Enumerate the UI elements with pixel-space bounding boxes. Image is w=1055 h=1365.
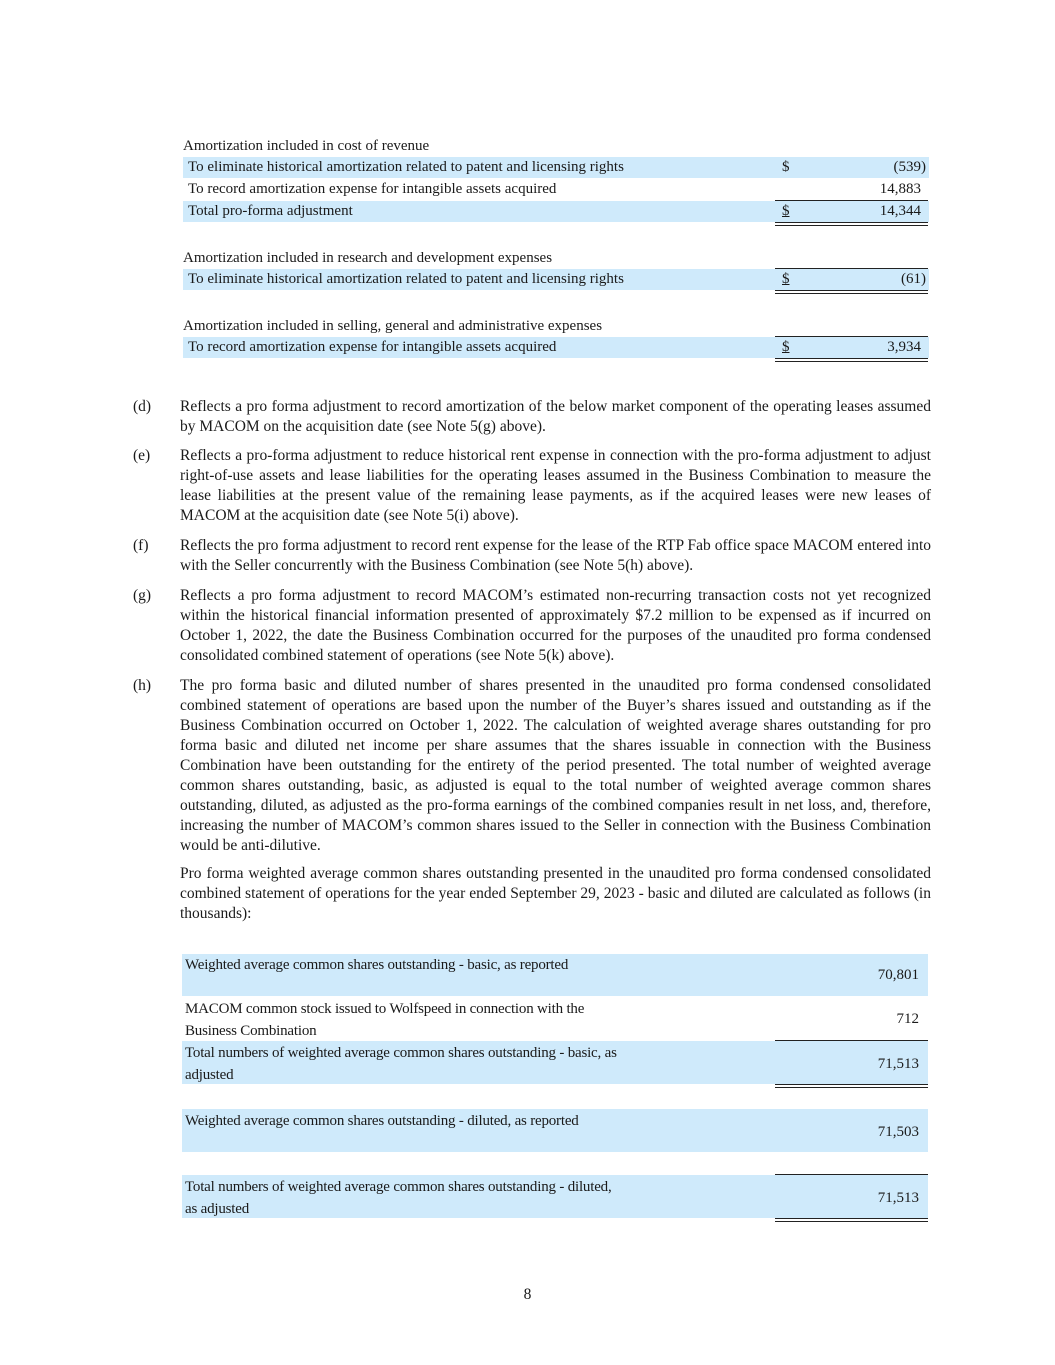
double-underline bbox=[775, 290, 928, 294]
double-underline bbox=[775, 1084, 928, 1088]
row-value: 712 bbox=[896, 1011, 919, 1027]
note-label-e: (e) bbox=[133, 447, 151, 464]
note-text-f: Reflects the pro forma adjustment to record rent expense for the lease of the RTP Fab office space MACOM entered into with the Seller concurrently with the Business Combination (see Note 5(h) above). bbox=[180, 537, 931, 574]
double-underline bbox=[775, 1218, 928, 1222]
row-value: 14,344 bbox=[879, 203, 921, 219]
currency-symbol: $ bbox=[782, 159, 790, 175]
note-text-d: Reflects a pro forma adjustment to record amortization of the below market component of the operating leases assumed by MACOM on the acquisition date (see Note 5(g) above). bbox=[180, 398, 931, 435]
page-number: 8 bbox=[523, 1286, 532, 1303]
row-label: To eliminate historical amortization related to patent and licensing rights bbox=[188, 271, 624, 287]
row-value: 70,801 bbox=[877, 967, 919, 983]
row-value: (61) bbox=[901, 271, 926, 287]
row-label: Total pro-forma adjustment bbox=[188, 203, 353, 219]
row-label: Total numbers of weighted average common shares outstanding - basic, as adjusted bbox=[185, 1045, 617, 1083]
group-heading-sga: Amortization included in selling, general and administrative expenses bbox=[183, 318, 603, 334]
note-label-f: (f) bbox=[133, 537, 149, 554]
note-text-e: Reflects a pro-forma adjustment to reduce historical rent expense in connection with the pro-forma adjustment to adjust right-of-use assets and lease liabilities for the operating leases assumed in the Business Combination to measure the lease liabilities at the present value of the remaining lease payments, as if the acquired leases were new leases of MACOM at the acquisition date (see Note 5(i) above). bbox=[180, 447, 931, 524]
row-label: MACOM common stock issued to Wolfspeed in connection with the Business Combination bbox=[185, 1001, 585, 1039]
double-underline bbox=[775, 222, 928, 226]
row-value: 71,503 bbox=[877, 1124, 919, 1140]
double-underline bbox=[775, 358, 928, 362]
row-label: To record amortization expense for intangible assets acquired bbox=[188, 181, 557, 197]
currency-symbol: $ bbox=[782, 339, 790, 355]
row-value: (539) bbox=[893, 159, 926, 175]
row-value: 71,513 bbox=[877, 1056, 919, 1072]
note-label-g: (g) bbox=[133, 587, 152, 604]
row-label: Total numbers of weighted average common shares outstanding - diluted, as adjusted bbox=[185, 1179, 612, 1217]
currency-symbol: $ bbox=[782, 271, 790, 287]
row-value: 71,513 bbox=[877, 1190, 919, 1206]
row-value: 14,883 bbox=[879, 181, 921, 197]
note-label-d: (d) bbox=[133, 398, 152, 415]
row-label: Weighted average common shares outstanding - diluted, as reported bbox=[185, 1113, 579, 1129]
row-label: Weighted average common shares outstanding - basic, as reported bbox=[185, 957, 569, 973]
group-heading-cost-of-revenue: Amortization included in cost of revenue bbox=[183, 138, 430, 154]
note-text-h: The pro forma basic and diluted number of shares presented in the unaudited pro forma condensed consolidated combined statement of operations are based upon the number of the Buyer’s shares issued and outstanding as if the Business Combination occurred on October 1, 2022. The calculation of weighted average shares outstanding for pro forma basic and diluted net income per share assumes that the shares issuable in connection with the Business Combination have been outstanding for the entirety of the period presented. The total number of weighted average common shares outstanding, basic, as adjusted is equal to the total number of weighted average common shares outstanding, diluted, as adjusted as the pro-forma earnings of the combined companies result in net loss, and, therefore, increasing the number of MACOM’s common shares issued to the Seller in connection with the Business Combination would be anti-dilutive. bbox=[180, 677, 931, 854]
row-value: 3,934 bbox=[887, 339, 921, 355]
note-text-calculation-intro: Pro forma weighted average common shares outstanding presented in the unaudited pro forma condensed consolidated combined statement of operations for the year ended September 29, 2023 - basic and diluted are calculated as follows (in thousands): bbox=[180, 865, 931, 922]
group-heading-research-development: Amortization included in research and development expenses bbox=[183, 250, 553, 266]
note-text-g: Reflects a pro forma adjustment to record MACOM’s estimated non-recurring transaction costs not yet recognized within the historical financial information presented of approximately $7.2 million to be expensed as if incurred on October 1, 2022, the date the Business Combination occurred for the purposes of the unaudited pro forma condensed consolidated combined statement of operations (see Note 5(k) above). bbox=[180, 587, 931, 664]
row-label: To record amortization expense for intangible assets acquired bbox=[188, 339, 557, 355]
row-label: To eliminate historical amortization related to patent and licensing rights bbox=[188, 159, 624, 175]
note-label-h: (h) bbox=[133, 677, 152, 694]
currency-symbol: $ bbox=[782, 203, 790, 219]
